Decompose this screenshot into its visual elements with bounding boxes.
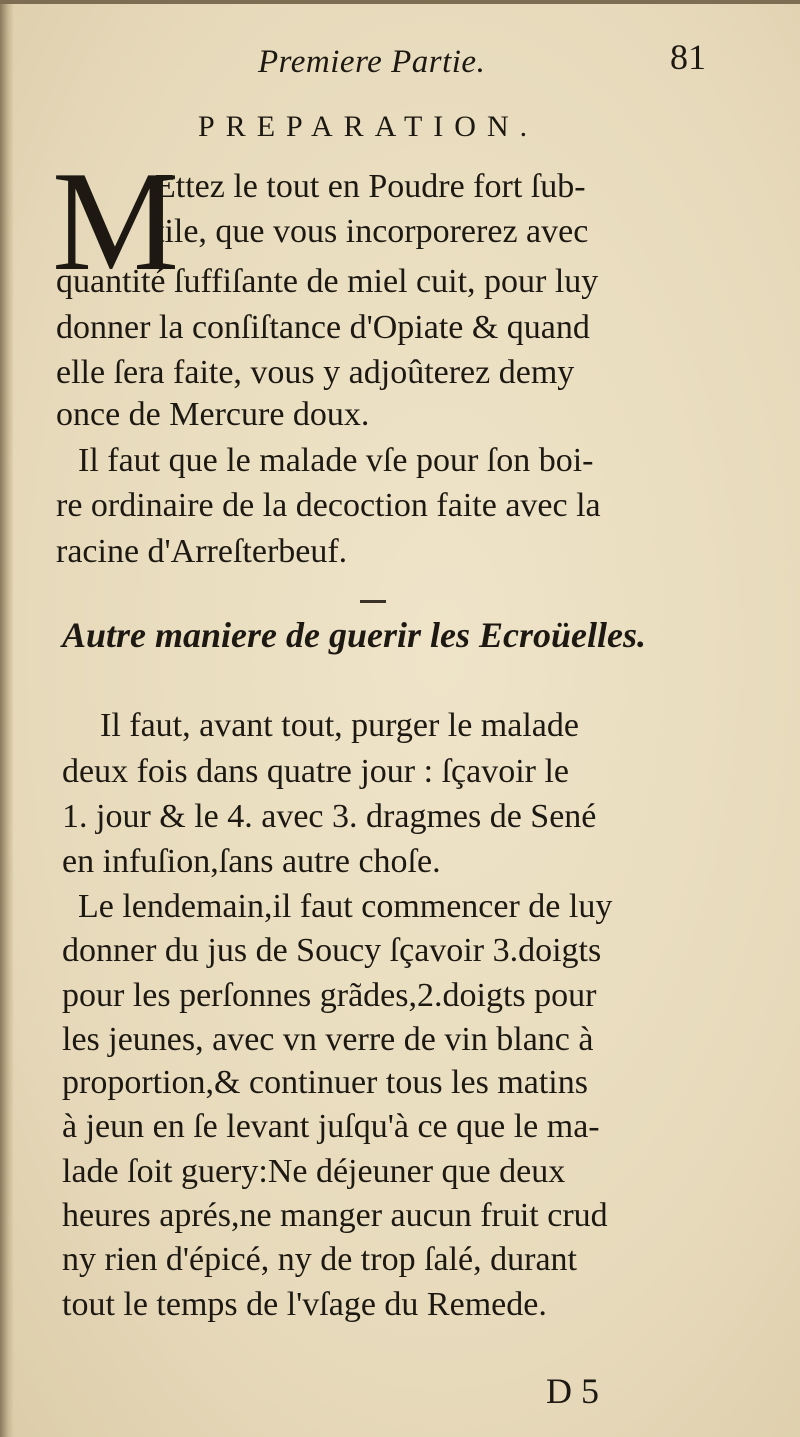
text-line: Le lendemain,il faut commencer de luy	[78, 888, 613, 925]
text-line: les jeunes, avec vn verre de vin blanc à	[62, 1021, 594, 1058]
text-line: Ettez le tout en Poudre fort ſub-	[155, 168, 586, 205]
text-line: donner la conſiſtance d'Opiate & quand	[56, 309, 590, 346]
text-line: heures aprés,ne manger aucun fruit crud	[62, 1197, 608, 1234]
text-line: à jeun en ſe levant juſqu'à ce que le ma-	[62, 1108, 600, 1145]
text-line: racine d'Arreſterbeuf.	[56, 533, 348, 570]
text-line: tout le temps de l'vſage du Remede.	[62, 1286, 547, 1323]
text-line: tile, que vous incorporerez avec	[155, 213, 589, 250]
text-line: pour les perſonnes grãdes,2.doigts pour	[62, 977, 597, 1014]
text-line: re ordinaire de la decoction faite avec la	[56, 487, 601, 524]
text-line: donner du jus de Soucy ſçavoir 3.doigts	[62, 932, 602, 969]
page-number: 81	[670, 37, 706, 77]
text-line: lade ſoit guery:Ne déjeuner que deux	[62, 1153, 566, 1190]
text-line: deux fois dans quatre jour : ſçavoir le	[62, 753, 570, 790]
section-heading: PREPARATION.	[198, 110, 539, 143]
text-line: elle ſera faite, vous y adjoûterez demy	[56, 354, 575, 391]
section-divider	[360, 600, 386, 603]
signature-mark: D 5	[546, 1371, 599, 1411]
text-line: Il faut, avant tout, purger le malade	[100, 707, 579, 744]
page-top-edge	[0, 0, 800, 4]
drop-cap: M	[52, 142, 180, 300]
page-gutter-shadow	[0, 0, 14, 1437]
text-line: Il faut que le malade vſe pour ſon boi-	[78, 442, 594, 479]
text-line: en infuſion,ſans autre choſe.	[62, 843, 441, 880]
text-line: once de Mercure doux.	[56, 396, 370, 433]
running-header-title: Premiere Partie.	[258, 44, 486, 80]
text-line: proportion,& continuer tous les matins	[62, 1064, 588, 1101]
sub-heading: Autre maniere de guerir les Ecroüelles.	[62, 615, 646, 655]
text-line: quantité ſuffiſante de miel cuit, pour luy	[56, 263, 599, 300]
text-line: 1. jour & le 4. avec 3. dragmes de Sené	[62, 798, 597, 835]
text-line: ny rien d'épicé, ny de trop ſalé, durant	[62, 1241, 577, 1278]
